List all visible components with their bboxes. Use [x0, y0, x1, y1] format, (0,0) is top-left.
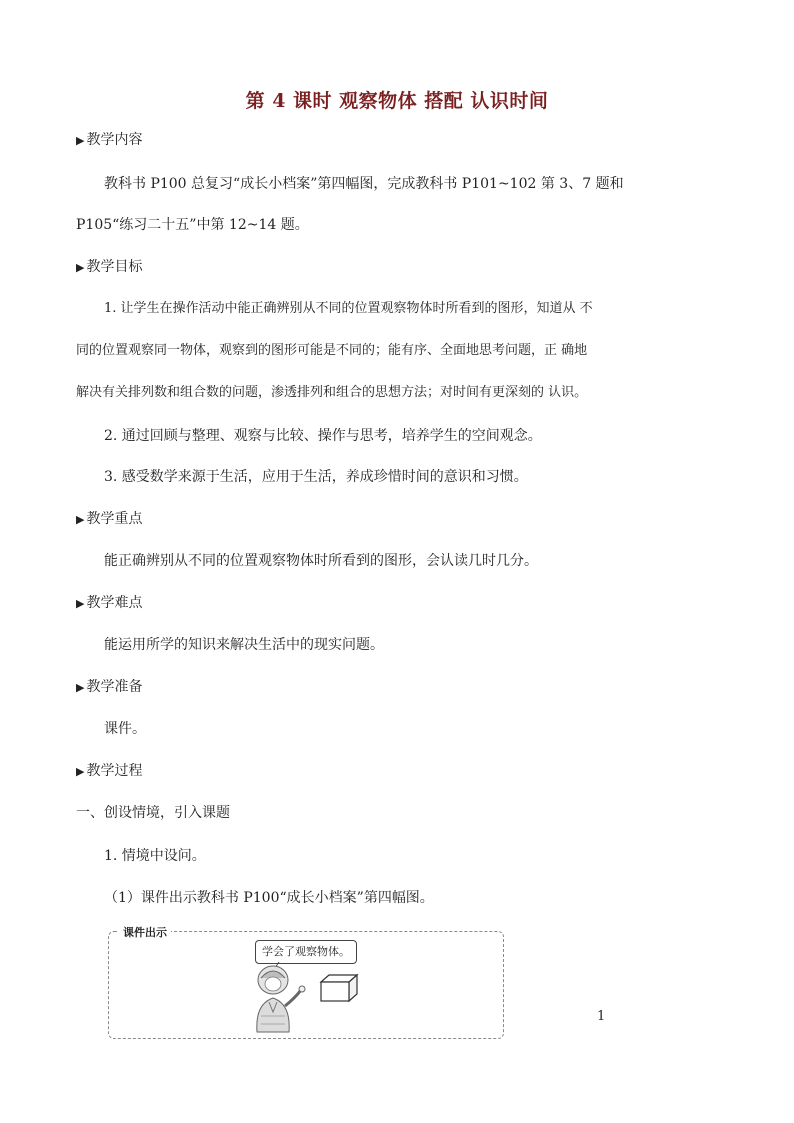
content-line-2: P105“练习二十五”中第 12~14 题。 [76, 217, 309, 233]
triangle-bullet-icon: ▶ [76, 765, 85, 778]
cuboid-icon [319, 972, 359, 1004]
prep-text: 课件。 [104, 721, 146, 737]
goal-1-line-2: 同的位置观察同一物体，观察到的图形可能是不同的；能有序、全面地思考问题，正 确地 [76, 343, 588, 358]
section-key-heading: ▶ 教学重点 [76, 511, 143, 527]
triangle-bullet-icon: ▶ [76, 681, 85, 694]
speech-bubble: 学会了观察物体。 [255, 940, 357, 964]
page-number: 1 [597, 1009, 606, 1024]
process-part-1: 一、创设情境，引入课题 [76, 805, 230, 821]
triangle-bullet-icon: ▶ [76, 513, 85, 526]
page-title: 第 4 课时 观察物体 搭配 认识时间 [245, 90, 549, 112]
process-step-1a: （1）课件出示教科书 P100“成长小档案”第四幅图。 [104, 890, 434, 906]
section-prep-heading: ▶ 教学准备 [76, 679, 143, 695]
girl-illustration-icon [239, 960, 319, 1034]
process-step-1: 1. 情境中设问。 [104, 848, 206, 864]
goal-1-line-3: 解决有关排列数和组合数的问题，渗透排列和组合的思想方法；对时间有更深刻的 认识。 [76, 385, 588, 400]
section-content-heading: ▶ 教学内容 [76, 132, 143, 148]
section-goals-heading: ▶ 教学目标 [76, 259, 143, 275]
difficulty-text: 能运用所学的知识来解决生活中的现实问题。 [104, 637, 384, 653]
section-difficulty-heading: ▶ 教学难点 [76, 595, 143, 611]
content-line-1: 教科书 P100 总复习“成长小档案”第四幅图，完成教科书 P101~102 第 3、7 题和 [104, 176, 624, 192]
triangle-bullet-icon: ▶ [76, 261, 85, 274]
goal-3: 3. 感受数学来源于生活，应用于生活，养成珍惜时间的意识和习惯。 [104, 469, 528, 485]
section-process-heading: ▶ 教学过程 [76, 763, 143, 779]
courseware-figure [108, 926, 504, 1039]
triangle-bullet-icon: ▶ [76, 134, 85, 147]
figure-label: 课件出示 [119, 924, 171, 940]
key-text: 能正确辨别从不同的位置观察物体时所看到的图形，会认读几时几分。 [104, 553, 538, 569]
goal-1-line-1: 1. 让学生在操作活动中能正确辨别从不同的位置观察物体时所看到的图形，知道从 不 [104, 301, 593, 316]
goal-2: 2. 通过回顾与整理、观察与比较、操作与思考，培养学生的空间观念。 [104, 428, 542, 444]
triangle-bullet-icon: ▶ [76, 597, 85, 610]
